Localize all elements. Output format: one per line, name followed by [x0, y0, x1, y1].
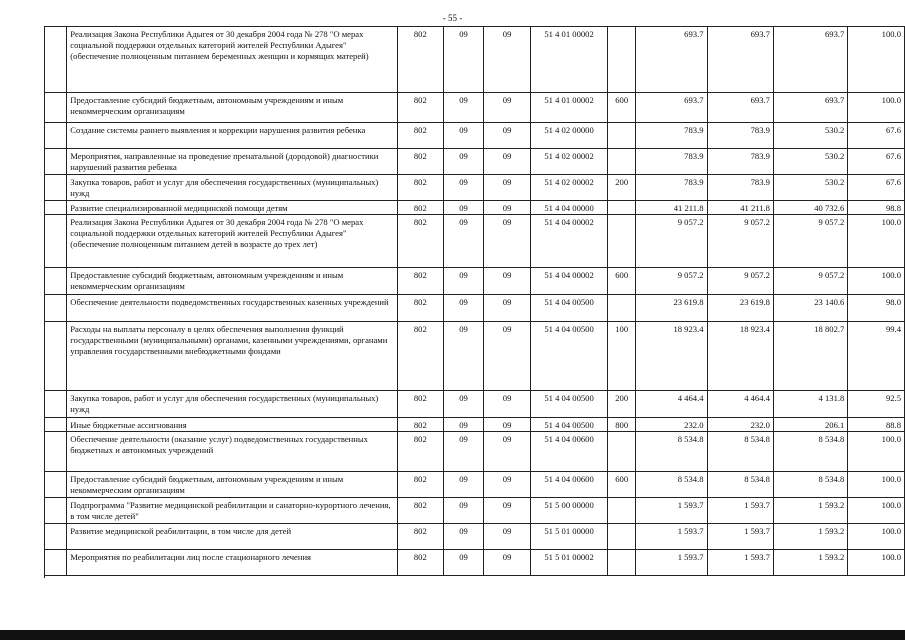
- row-blank-cell: [44, 268, 67, 295]
- row-value-1: 693.7: [636, 93, 707, 123]
- row-vr: 600: [608, 93, 636, 123]
- row-csr: 51 4 02 00002: [530, 175, 607, 201]
- row-blank-cell: [44, 93, 67, 123]
- row-csr: 51 4 04 00000: [530, 201, 607, 215]
- row-name: Развитие специализированной медицинской помощи детям: [67, 201, 398, 215]
- row-vr: [608, 27, 636, 93]
- row-value-2: 9 057.2: [707, 215, 773, 268]
- row-blank-cell: [44, 524, 67, 550]
- row-percent: 100.0: [848, 550, 905, 576]
- row-vr: [608, 550, 636, 576]
- row-percent: 100.0: [848, 432, 905, 472]
- row-rz: 09: [443, 550, 484, 576]
- budget-table: [44, 26, 905, 576]
- row-blank-cell: [44, 391, 67, 418]
- row-vr: 100: [608, 322, 636, 391]
- row-gr: 802: [398, 268, 444, 295]
- table-row: [44, 175, 905, 201]
- row-value-2: 23 619.8: [707, 295, 773, 322]
- row-value-3: 693.7: [773, 27, 847, 93]
- row-pr: 09: [484, 524, 531, 550]
- row-value-1: 8 534.8: [636, 472, 707, 498]
- table-row: [44, 149, 905, 175]
- page-number: - 55 -: [442, 13, 463, 23]
- row-percent: 99.4: [848, 322, 905, 391]
- table-row: [44, 215, 905, 268]
- row-value-1: 1 593.7: [636, 498, 707, 524]
- row-gr: 802: [398, 472, 444, 498]
- row-value-2: 783.9: [707, 175, 773, 201]
- row-blank-cell: [44, 418, 67, 432]
- table-row: [44, 524, 905, 550]
- row-gr: 802: [398, 123, 444, 149]
- row-value-1: 9 057.2: [636, 268, 707, 295]
- row-value-3: 9 057.2: [773, 215, 847, 268]
- table-row: [44, 550, 905, 576]
- row-pr: 09: [484, 123, 531, 149]
- row-pr: 09: [484, 268, 531, 295]
- row-value-3: 8 534.8: [773, 472, 847, 498]
- row-percent: 100.0: [848, 268, 905, 295]
- row-rz: 09: [443, 149, 484, 175]
- row-name: Мероприятия по реабилитации лиц после стационарного лечения: [67, 550, 398, 576]
- row-value-1: 4 464.4: [636, 391, 707, 418]
- row-gr: 802: [398, 215, 444, 268]
- row-pr: 09: [484, 27, 531, 93]
- row-vr: [608, 149, 636, 175]
- table-row: [44, 123, 905, 149]
- row-blank-cell: [44, 498, 67, 524]
- table-row: [44, 268, 905, 295]
- row-rz: 09: [443, 27, 484, 93]
- row-gr: 802: [398, 27, 444, 93]
- left-margin-line: [44, 26, 45, 578]
- row-percent: 100.0: [848, 524, 905, 550]
- row-value-2: 1 593.7: [707, 524, 773, 550]
- row-csr: 51 4 04 00500: [530, 418, 607, 432]
- row-csr: 51 5 00 00000: [530, 498, 607, 524]
- row-name: Предоставление субсидий бюджетным, автономным учреждениям и иным некоммерческим организациям: [67, 93, 398, 123]
- row-rz: 09: [443, 295, 484, 322]
- row-blank-cell: [44, 27, 67, 93]
- row-pr: 09: [484, 215, 531, 268]
- row-csr: 51 4 02 00002: [530, 149, 607, 175]
- row-csr: 51 5 01 00002: [530, 550, 607, 576]
- row-pr: 09: [484, 93, 531, 123]
- row-csr: 51 4 04 00500: [530, 322, 607, 391]
- row-name: Обеспечение деятельности (оказание услуг) подведомственных государственных бюджетных и автономных учреждений: [67, 432, 398, 472]
- row-csr: 51 4 01 00002: [530, 93, 607, 123]
- table-row: [44, 432, 905, 472]
- row-name: Создание системы раннего выявления и коррекции нарушения развития ребенка: [67, 123, 398, 149]
- row-gr: 802: [398, 322, 444, 391]
- row-blank-cell: [44, 175, 67, 201]
- row-vr: [608, 201, 636, 215]
- row-value-2: 8 534.8: [707, 472, 773, 498]
- table-row: [44, 27, 905, 93]
- row-name: Подпрограмма "Развитие медицинской реабилитации и санаторно-курортного лечения, в том числе детей": [67, 498, 398, 524]
- row-pr: 09: [484, 418, 531, 432]
- row-vr: [608, 432, 636, 472]
- row-percent: 100.0: [848, 498, 905, 524]
- row-pr: 09: [484, 498, 531, 524]
- row-csr: 51 4 04 00002: [530, 268, 607, 295]
- row-pr: 09: [484, 201, 531, 215]
- row-pr: 09: [484, 295, 531, 322]
- row-csr: 51 4 04 00600: [530, 472, 607, 498]
- row-rz: 09: [443, 322, 484, 391]
- row-csr: 51 4 04 00500: [530, 391, 607, 418]
- row-value-3: 18 802.7: [773, 322, 847, 391]
- row-vr: 200: [608, 391, 636, 418]
- row-value-1: 693.7: [636, 27, 707, 93]
- row-rz: 09: [443, 175, 484, 201]
- row-value-3: 4 131.8: [773, 391, 847, 418]
- row-value-3: 8 534.8: [773, 432, 847, 472]
- row-value-3: 530.2: [773, 149, 847, 175]
- table-row: [44, 391, 905, 418]
- row-blank-cell: [44, 295, 67, 322]
- row-name: Мероприятия, направленные на проведение пренатальной (дородовой) диагностики нарушений развития ребенка: [67, 149, 398, 175]
- row-rz: 09: [443, 432, 484, 472]
- row-percent: 67.6: [848, 123, 905, 149]
- row-vr: [608, 498, 636, 524]
- row-blank-cell: [44, 322, 67, 391]
- row-gr: 802: [398, 149, 444, 175]
- row-percent: 67.6: [848, 149, 905, 175]
- row-value-2: 783.9: [707, 149, 773, 175]
- scan-edge: [0, 630, 905, 640]
- row-value-3: 693.7: [773, 93, 847, 123]
- row-gr: 802: [398, 93, 444, 123]
- row-blank-cell: [44, 550, 67, 576]
- table-row: [44, 472, 905, 498]
- row-gr: 802: [398, 432, 444, 472]
- row-value-1: 41 211.8: [636, 201, 707, 215]
- row-gr: 802: [398, 391, 444, 418]
- row-name: Обеспечение деятельности подведомственных государственных казенных учреждений: [67, 295, 398, 322]
- row-gr: 802: [398, 498, 444, 524]
- row-csr: 51 4 04 00600: [530, 432, 607, 472]
- row-blank-cell: [44, 215, 67, 268]
- row-rz: 09: [443, 201, 484, 215]
- row-vr: 600: [608, 472, 636, 498]
- row-rz: 09: [443, 215, 484, 268]
- row-gr: 802: [398, 524, 444, 550]
- row-percent: 88.8: [848, 418, 905, 432]
- table-row: [44, 295, 905, 322]
- row-value-2: 41 211.8: [707, 201, 773, 215]
- table-row: [44, 418, 905, 432]
- row-value-3: 1 593.2: [773, 498, 847, 524]
- row-value-3: 23 140.6: [773, 295, 847, 322]
- row-name: Иные бюджетные ассигнования: [67, 418, 398, 432]
- row-rz: 09: [443, 498, 484, 524]
- row-gr: 802: [398, 550, 444, 576]
- row-pr: 09: [484, 472, 531, 498]
- row-value-2: 1 593.7: [707, 498, 773, 524]
- row-vr: [608, 123, 636, 149]
- row-percent: 92.5: [848, 391, 905, 418]
- row-value-2: 18 923.4: [707, 322, 773, 391]
- row-pr: 09: [484, 391, 531, 418]
- row-value-2: 693.7: [707, 27, 773, 93]
- row-value-1: 8 534.8: [636, 432, 707, 472]
- row-csr: 51 5 01 00000: [530, 524, 607, 550]
- row-vr: 200: [608, 175, 636, 201]
- row-rz: 09: [443, 524, 484, 550]
- row-rz: 09: [443, 391, 484, 418]
- row-value-1: 783.9: [636, 149, 707, 175]
- row-csr: 51 4 04 00002: [530, 215, 607, 268]
- row-value-3: 530.2: [773, 175, 847, 201]
- table-body: [44, 27, 905, 576]
- row-percent: 100.0: [848, 27, 905, 93]
- row-blank-cell: [44, 432, 67, 472]
- row-gr: 802: [398, 295, 444, 322]
- row-percent: 100.0: [848, 472, 905, 498]
- row-percent: 98.0: [848, 295, 905, 322]
- row-value-3: 9 057.2: [773, 268, 847, 295]
- row-pr: 09: [484, 432, 531, 472]
- row-value-2: 783.9: [707, 123, 773, 149]
- table-row: [44, 201, 905, 215]
- row-blank-cell: [44, 149, 67, 175]
- row-value-1: 783.9: [636, 175, 707, 201]
- row-blank-cell: [44, 201, 67, 215]
- row-rz: 09: [443, 418, 484, 432]
- row-value-1: 783.9: [636, 123, 707, 149]
- row-value-2: 9 057.2: [707, 268, 773, 295]
- row-value-1: 1 593.7: [636, 524, 707, 550]
- row-vr: [608, 524, 636, 550]
- row-name: Предоставление субсидий бюджетным, автономным учреждениям и иным некоммерческим организациям: [67, 268, 398, 295]
- row-name: Реализация Закона Республики Адыгея от 30 декабря 2004 года № 278 "О мерах социальной поддержки отдельных категорий жителей Республики Адыгея" (обеспечение полноценным питанием беременных женщин и кормящих матерей): [67, 27, 398, 93]
- row-pr: 09: [484, 149, 531, 175]
- row-blank-cell: [44, 472, 67, 498]
- row-vr: [608, 295, 636, 322]
- table-row: [44, 93, 905, 123]
- row-value-3: 1 593.2: [773, 524, 847, 550]
- row-percent: 100.0: [848, 93, 905, 123]
- row-gr: 802: [398, 201, 444, 215]
- row-name: Предоставление субсидий бюджетным, автономным учреждениям и иным некоммерческим организациям: [67, 472, 398, 498]
- table-row: [44, 498, 905, 524]
- row-blank-cell: [44, 123, 67, 149]
- row-gr: 802: [398, 175, 444, 201]
- row-vr: [608, 215, 636, 268]
- row-gr: 802: [398, 418, 444, 432]
- row-value-3: 1 593.2: [773, 550, 847, 576]
- row-name: Развитие медицинской реабилитации, в том числе для детей: [67, 524, 398, 550]
- row-value-2: 1 593.7: [707, 550, 773, 576]
- row-value-1: 23 619.8: [636, 295, 707, 322]
- row-value-3: 40 732.6: [773, 201, 847, 215]
- row-value-2: 8 534.8: [707, 432, 773, 472]
- row-name: Реализация Закона Республики Адыгея от 30 декабря 2004 года № 278 "О мерах социальной поддержки отдельных категорий жителей Республики Адыгея" (обеспечение полноценным питанием детей в возрасте до трех лет): [67, 215, 398, 268]
- row-csr: 51 4 04 00500: [530, 295, 607, 322]
- row-name: Расходы на выплаты персоналу в целях обеспечения выполнения функций государственными (муниципальными) органами, казенными учреждениями, органами управления государственными внебюджетными фондами: [67, 322, 398, 391]
- row-csr: 51 4 01 00002: [530, 27, 607, 93]
- row-value-2: 693.7: [707, 93, 773, 123]
- table-row: [44, 322, 905, 391]
- row-value-1: 9 057.2: [636, 215, 707, 268]
- row-pr: 09: [484, 550, 531, 576]
- row-value-3: 530.2: [773, 123, 847, 149]
- row-pr: 09: [484, 322, 531, 391]
- row-value-1: 1 593.7: [636, 550, 707, 576]
- row-csr: 51 4 02 00000: [530, 123, 607, 149]
- row-percent: 67.6: [848, 175, 905, 201]
- row-value-3: 206.1: [773, 418, 847, 432]
- row-vr: 800: [608, 418, 636, 432]
- row-vr: 600: [608, 268, 636, 295]
- row-value-2: 232.0: [707, 418, 773, 432]
- row-value-1: 232.0: [636, 418, 707, 432]
- row-name: Закупка товаров, работ и услуг для обеспечения государственных (муниципальных) нужд: [67, 175, 398, 201]
- row-name: Закупка товаров, работ и услуг для обеспечения государственных (муниципальных) нужд: [67, 391, 398, 418]
- row-rz: 09: [443, 123, 484, 149]
- row-value-1: 18 923.4: [636, 322, 707, 391]
- row-percent: 98.8: [848, 201, 905, 215]
- row-rz: 09: [443, 472, 484, 498]
- row-percent: 100.0: [848, 215, 905, 268]
- row-rz: 09: [443, 268, 484, 295]
- row-rz: 09: [443, 93, 484, 123]
- row-value-2: 4 464.4: [707, 391, 773, 418]
- row-pr: 09: [484, 175, 531, 201]
